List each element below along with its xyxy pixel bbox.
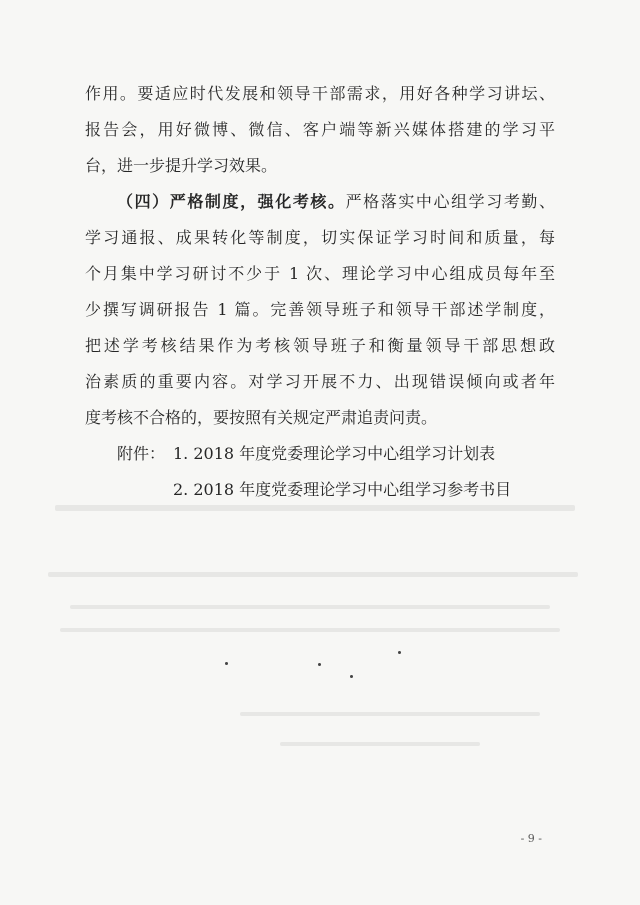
- section-four-first-line-text: 严格落实中心组学习考勤、: [345, 192, 555, 211]
- paragraph-line: 学习通报、成果转化等制度，切实保证学习时间和质量，每: [85, 228, 555, 247]
- scan-bleed-mark: [60, 628, 560, 632]
- paragraph-line: 少撰写调研报告 1 篇。完善领导班子和领导干部述学制度，: [85, 300, 555, 319]
- scan-speck: [398, 651, 401, 654]
- section-four-heading: （四）严格制度，强化考核。: [117, 192, 346, 211]
- paragraph-line: 个月集中学习研讨不少于 1 次、理论学习中心组成员每年至: [85, 264, 555, 283]
- paragraph-line: 台，进一步提升学习效果。: [85, 156, 278, 175]
- paragraph-line: 作用。要适应时代发展和领导干部需求，用好各种学习讲坛、: [85, 84, 555, 103]
- paragraph-line: 把述学考核结果作为考核领导班子和衡量领导干部思想政: [85, 336, 555, 355]
- page-number: - 9 -: [520, 832, 542, 845]
- scan-bleed-mark: [48, 572, 578, 577]
- scan-bleed-mark: [70, 605, 550, 609]
- attachment-item: 1. 2018 年度党委理论学习中心组学习计划表: [173, 444, 496, 463]
- scan-bleed-mark: [55, 505, 575, 511]
- paragraph-line: 治素质的重要内容。对学习开展不力、出现错误倾向或者年: [85, 372, 555, 391]
- paragraph-line: 报告会，用好微博、微信、客户端等新兴媒体搭建的学习平: [85, 120, 555, 139]
- scan-speck: [350, 675, 353, 678]
- attachments-label: 附件：: [117, 444, 166, 463]
- scan-speck: [318, 663, 321, 666]
- scan-speck: [225, 662, 228, 665]
- paragraph-line: 度考核不合格的，要按照有关规定严肃追责问责。: [85, 408, 438, 427]
- scan-bleed-mark: [240, 712, 540, 716]
- section-four-first-line: [117, 192, 555, 232]
- scan-bleed-mark: [280, 742, 480, 746]
- attachment-item: 2. 2018 年度党委理论学习中心组学习参考书目: [173, 480, 512, 499]
